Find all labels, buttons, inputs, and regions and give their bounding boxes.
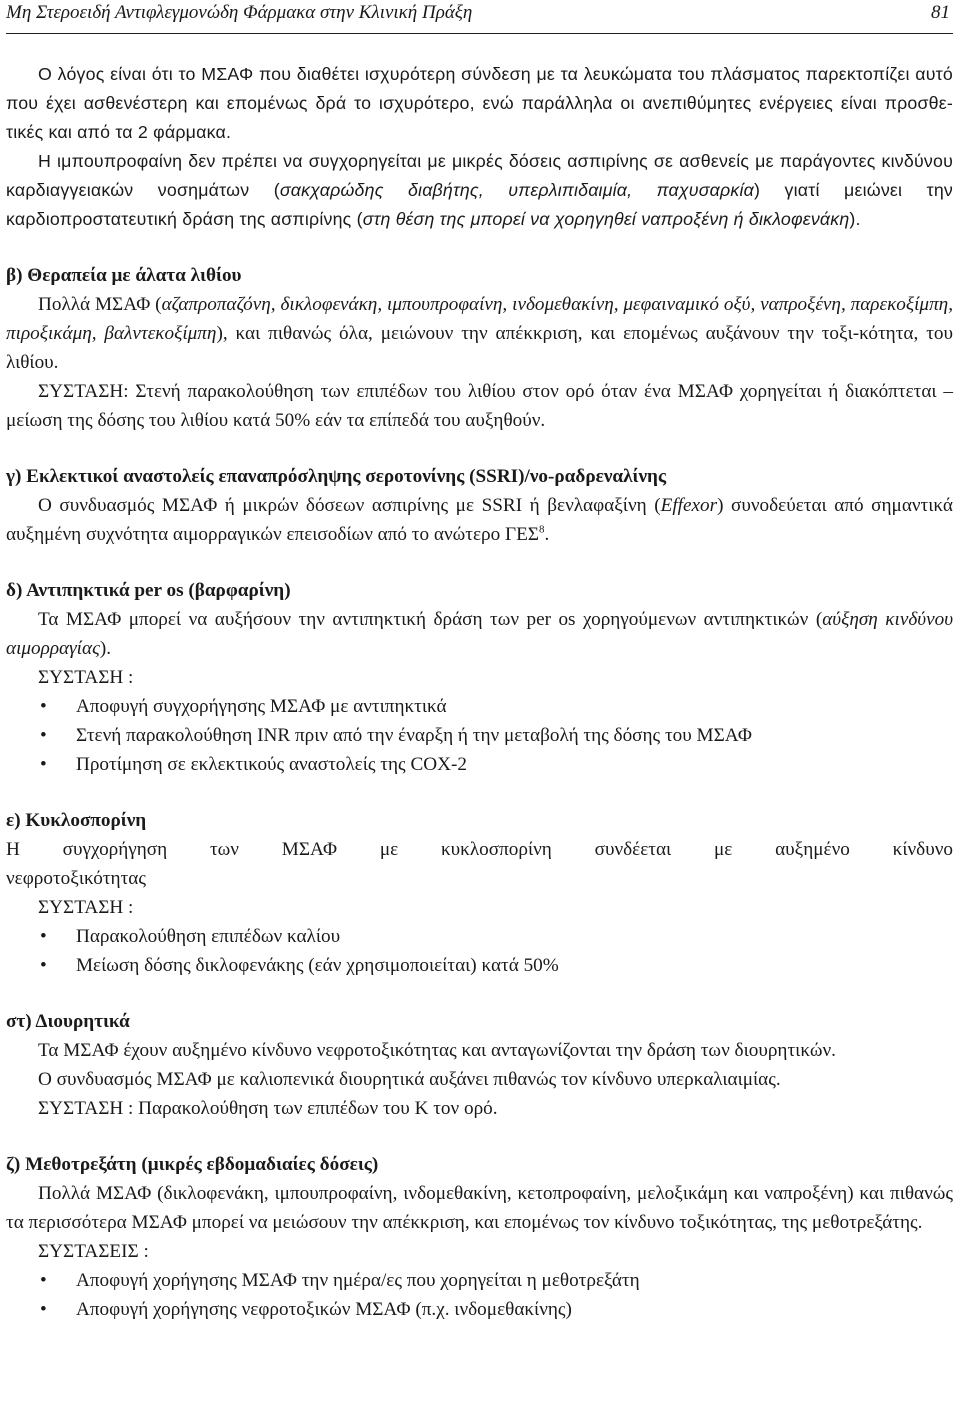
bullet-icon: • [40, 1299, 47, 1320]
list-item: • Προτίμηση σε εκλεκτικούς αναστολείς της COX-2 [6, 750, 953, 779]
anticoagulants-bullet-list [6, 692, 953, 779]
list-item: • Αποφυγή χορήγησης ΜΣΑΦ την ημέρα/ες που χορηγείται η μεθοτρεξάτη [6, 1266, 953, 1295]
list-item: • Στενή παρακολούθηση INR πριν από την έναρξη ή την μεταβολή της δόσης του ΜΣΑΦ [6, 721, 953, 750]
diuretics-paragraph-2: Ο συνδυασμός ΜΣΑΦ με καλιοπενικά διουρητικά αυξάνει πιθανώς τον κίνδυνο υπερκαλιαιμίας. [38, 1069, 781, 1090]
section-diuretics [6, 1007, 953, 1123]
ssri-paragraph: Ο συνδυασμός ΜΣΑΦ ή μικρών δόσεων ασπιρίνης με SSRI ή βενλαφαξίνη (Effexor) συνοδεύεται από σημαντικά αυξημένη συχνότητα αιμορραγικών επεισοδίων από το ανώτερο ΓΕΣ$^8$. [6, 495, 953, 545]
bullet-icon: • [40, 926, 47, 947]
cyclosporine-paragraph-line-2: νεφροτοξικότητας [6, 868, 146, 889]
list-item: • Αποφυγή χορήγησης νεφροτοξικών ΜΣΑΦ (π.χ. ινδομεθακίνης) [6, 1295, 953, 1324]
anticoagulants-paragraph: Τα ΜΣΑΦ μπορεί να αυξήσουν την αντιπηκτική δράση των per os χορηγούμενων αντιπηκτικών (αύξηση κινδύνου αιμορραγίας). [6, 609, 954, 659]
section-title-diuretics: στ) Διουρητικά [6, 1011, 130, 1032]
anticoagulants-recommendation-label: ΣΥΣΤΑΣΗ : [38, 667, 134, 688]
bullet-icon: • [40, 955, 47, 976]
bullet-icon: • [40, 696, 47, 717]
section-anticoagulants [6, 576, 953, 779]
cyclosporine-recommendation-label: ΣΥΣΤΑΣΗ : [38, 897, 134, 918]
section-title-ssri: γ) Εκλεκτικοί αναστολείς επαναπρόσληψης σεροτονίνης (SSRI)/νο-ραδρεναλίνης [6, 466, 667, 487]
bullet-icon: • [40, 1270, 47, 1291]
methotrexate-bullet-list [6, 1266, 953, 1324]
section-methotrexate [6, 1150, 953, 1324]
list-item: • Αποφυγή συγχορήγησης ΜΣΑΦ με αντιπηκτικά [6, 692, 953, 721]
diuretics-paragraph-1: Τα ΜΣΑΦ έχουν αυξημένο κίνδυνο νεφροτοξικότητας και ανταγωνίζονται την δράση των διουρητικών. [38, 1040, 836, 1061]
section-title-methotrexate: ζ) Μεθοτρεξάτη (μικρές εβδομαδιαίες δόσεις) [6, 1154, 379, 1175]
running-header [6, 0, 953, 30]
intro-paragraph-1: Ο λόγος είναι ότι το ΜΣΑΦ που διαθέτει ισχυρότερη σύνδεση με τα λευκώματα του πλάσματος παρεκτοπίζει αυτό που έχει ασθενέστερη και επομένως δρά το ισχυρότερο, ενώ παράλληλα οι ανεπιθύμητες ενέργειες είναι προσθε-τικές και από τα 2 φάρμακα. [6, 64, 953, 142]
intro-paragraph-2: Η ιμπουπροφαίνη δεν πρέπει να συγχορηγείται με μικρές δόσεις ασπιρίνης σε ασθενείς με παράγοντες κινδύνου καρδιαγγειακών νοσημάτων (σακχαρώδης διαβήτης, υπερλιπιδαιμία, παχυσαρκία) γιατί μειώνει την καρδιοπροστατευτική δράση της ασπιρίνης (στη θέση της μπορεί να χορηγηθεί ναπροξένη ή δικλοφενάκη). [6, 151, 954, 229]
lithium-paragraph: Πολλά ΜΣΑΦ (αζαπροπαζόνη, δικλοφενάκη, ιμπουπροφαίνη, ινδομεθακίνη, μεφαιναμικό οξύ, ναπροξένη, παρεκοξίμπη, πιροξικάμη, βαλντεκοξίμπη), και πιθανώς όλα, μειώνουν την απέκκριση, και επομένως αυξάνουν την τοξι-κότητα, του λιθίου. [6, 294, 953, 373]
cyclosporine-bullet-list [6, 922, 953, 980]
diuretics-recommendation: ΣΥΣΤΑΣΗ : Παρακολούθηση των επιπέδων του Κ τον ορό. [38, 1098, 498, 1119]
list-item: • Παρακολούθηση επιπέδων καλίου [6, 922, 953, 951]
cyclosporine-paragraph-line-1: Η συγχορήγηση των ΜΣΑΦ με κυκλοσπορίνη συνδέεται με αυξημένο κίνδυνο [6, 839, 953, 860]
section-title-lithium: β) Θεραπεία με άλατα λιθίου [6, 265, 242, 286]
running-title: Μη Στεροειδή Αντιφλεγμονώδη Φάρμακα στην Κλινική Πράξη [6, 2, 473, 23]
bullet-icon: • [40, 725, 47, 746]
lithium-recommendation: ΣΥΣΤΑΣΗ: Στενή παρακολούθηση των επιπέδων του λιθίου στον ορό όταν ένα ΜΣΑΦ χορηγείται ή διακόπτεται – μείωση της δόσης του λιθίου κατά 50% εάν τα επίπεδά του αυξηθούν. [6, 381, 953, 431]
list-item: • Μείωση δόσης δικλοφενάκης (εάν χρησιμοποιείται) κατά 50% [6, 951, 953, 980]
section-title-anticoagulants: δ) Αντιπηκτικά per os (βαρφαρίνη) [6, 580, 291, 601]
section-ssri [6, 462, 953, 549]
page-number: 81 [931, 2, 950, 23]
section-cyclosporine [6, 806, 953, 980]
section-title-cyclosporine: ε) Κυκλοσπορίνη [6, 810, 147, 831]
methotrexate-recommendation-label: ΣΥΣΤΑΣΕΙΣ : [38, 1241, 149, 1262]
bullet-icon: • [40, 754, 47, 775]
methotrexate-paragraph: Πολλά ΜΣΑΦ (δικλοφενάκη, ιμπουπροφαίνη, ινδομεθακίνη, κετοπροφαίνη, μελοξικάμη και ναπροξένη) και πιθανώς τα περισσότερα ΜΣΑΦ μπορεί να μειώσουν την απέκκριση, και επομένως τον κίνδυνο τοξικότητας, της μεθοτρεξάτης. [6, 1183, 953, 1233]
section-lithium [6, 261, 953, 435]
